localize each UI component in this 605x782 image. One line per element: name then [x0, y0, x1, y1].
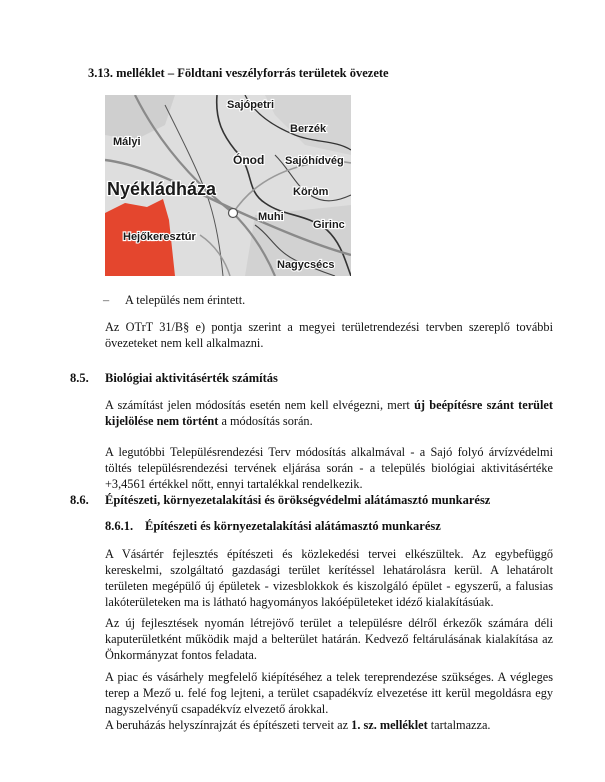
- subsection-title: Építészeti és környezetalakítási alátámasztó munkarész: [145, 519, 441, 533]
- bold-text: új beépítésre szánt terület kijelölése nem történt: [105, 398, 553, 428]
- map-label-hejokeresztur: Hejőkeresztúr: [123, 231, 196, 243]
- map-label-nagycsecs: Nagycsécs: [277, 259, 335, 271]
- paragraph-new-development: Az új fejlesztések nyomán létrejövő terület a településre délről érkezők számára déli kaputerületként működik majd a belterület határán. Kedvező feltárulásának kialakítása az Önkormányzat fontos feladata.: [105, 616, 553, 662]
- map-graphic: [105, 95, 351, 276]
- bullet-text: A település nem érintett.: [125, 293, 246, 307]
- section-number: 8.5.: [70, 371, 89, 385]
- annex-heading: 3.13. melléklet – Földtani veszélyforrás területek övezete: [88, 66, 389, 80]
- text-run: A beruházás helyszínrajzát és építészeti terveit az: [105, 718, 352, 732]
- section-heading-8-6: [70, 493, 490, 508]
- text-run: a módosítás során.: [218, 414, 313, 428]
- dash-bullet: –: [103, 293, 110, 307]
- section-title: Biológiai aktivitásérték számítás: [105, 371, 278, 385]
- map-label-korom: Köröm: [293, 186, 329, 198]
- map-label-berzek: Berzék: [290, 123, 327, 135]
- paragraph-previous-plan: A legutóbbi Településrendezési Terv módosítás alkalmával - a Sajó folyó árvízvédelmi töltés településrendezési tervének eljárása során - a település biológiai aktivitásértéke +3,4561 értékkel nőtt, ennyi tartalékkal rendelkezik.: [105, 445, 553, 491]
- map-label-girinc: Girinc: [313, 219, 345, 231]
- text-run: A számítást jelen módosítás esetén nem kell elvégezni, mert: [105, 398, 415, 412]
- subsection-number: 8.6.1.: [105, 519, 134, 533]
- map-label-nyekladhaza: Nyékládháza: [107, 179, 217, 199]
- subsection-heading-8-6-1: [105, 519, 441, 534]
- map-label-muhi: Muhi: [258, 211, 284, 223]
- map-label-sajopetri: Sajópetri: [227, 99, 275, 111]
- section-title: Építészeti, környezetalakítási és örökségvédelmi alátámasztó munkarész: [105, 493, 491, 507]
- bullet-item: [103, 293, 245, 308]
- text-run: tartalmazza.: [427, 718, 491, 732]
- paragraph-site-plan: [105, 717, 553, 733]
- section-heading-8-5: [70, 371, 278, 386]
- paragraph-otrt: Az OTrT 31/B§ e) pontja szerint a megyei területrendezési tervben szereplő további övezeteket nem kell alkalmazni.: [105, 320, 553, 350]
- junction-marker: [229, 209, 238, 218]
- paragraph-calculation: [105, 397, 553, 429]
- geological-hazard-map: [105, 95, 351, 276]
- map-label-malyi: Mályi: [113, 136, 141, 148]
- paragraph-vasarter: A Vásártér fejlesztés építészeti és közlekedési tervei elkészültek. Az egybefüggő kereskelmi, szolgáltató gazdasági terület kerítéssel lehatárolásra kerül. A lehatárolt területen megépülő új épületek - vizesblokkok és kiszolgáló épület - egyszerű, a falusias lakóterületeken ma is látható hagyományos lakóépületeket idéző kialakításúak.: [105, 547, 553, 609]
- bold-text: 1. sz. melléklet: [351, 718, 428, 732]
- map-label-sajohidveg: Sajóhídvég: [285, 155, 344, 167]
- paragraph-terrain: A piac és vásárhely megfelelő kiépítéséhez a telek tereprendezése szükséges. A végleges terep a Mező u. felé fog lejteni, a terület csapadékvíz elvezetése itt kerül megoldásra egy nagyszelvényű csapadékvíz elvezető árokkal.: [105, 670, 553, 716]
- map-label-onod: Ónod: [233, 153, 265, 167]
- section-number: 8.6.: [70, 493, 89, 507]
